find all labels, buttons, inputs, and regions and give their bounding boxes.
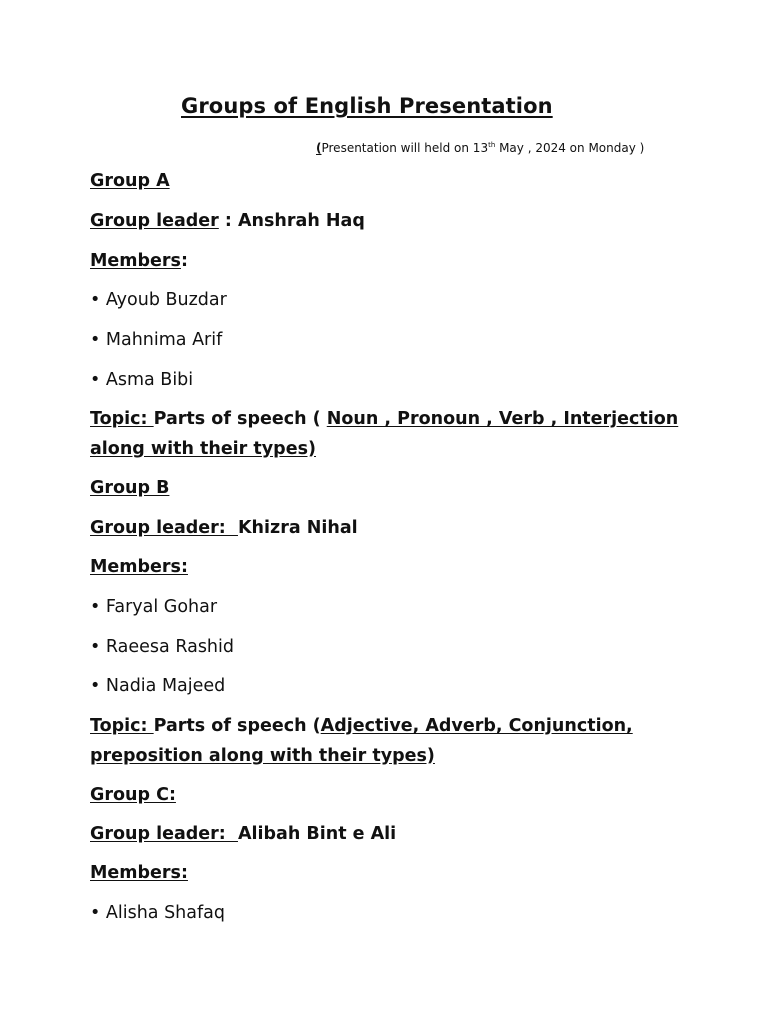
group-a-topic-prefix: Parts of speech ( xyxy=(153,409,327,429)
note-open-paren: ( xyxy=(316,141,322,155)
group-b-topic-label: Topic: xyxy=(90,716,154,736)
group-a-topic xyxy=(90,405,690,464)
group-b-leader xyxy=(90,518,358,538)
group-c-leader-label: Group leader: xyxy=(90,824,238,844)
group-a-member: • Ayoub Buzdar xyxy=(90,290,227,310)
note-superscript: th xyxy=(488,141,496,149)
group-b-members-label: Members: xyxy=(90,557,188,577)
group-b-topic-prefix: Parts of speech ( xyxy=(153,716,321,736)
note-text-before: Presentation will held on 13 xyxy=(321,141,489,155)
group-b-topic-items: Adjective, Adverb, Conjunction, preposition along with their types) xyxy=(90,716,633,766)
group-a-member: • Mahnima Arif xyxy=(90,330,223,350)
group-b-heading: Group B xyxy=(90,478,170,498)
presentation-date-note xyxy=(316,141,644,155)
group-c-leader-name: Alibah Bint e Ali xyxy=(237,824,397,844)
document-title: Groups of English Presentation xyxy=(181,94,553,118)
group-b-leader-name: Khizra Nihal xyxy=(237,518,358,538)
group-a-heading: Group A xyxy=(90,171,170,191)
group-c-members-label: Members: xyxy=(90,863,188,883)
group-a-members-label xyxy=(90,251,188,271)
group-b-member: • Nadia Majeed xyxy=(90,676,226,696)
group-a-members-label-text: Members xyxy=(90,251,181,271)
group-a-leader-label: Group leader xyxy=(90,211,219,231)
group-b-member: • Faryal Gohar xyxy=(90,597,218,617)
group-a-topic-items: Noun , Pronoun , Verb , Interjection along with their types) xyxy=(90,409,679,459)
group-b-member: • Raeesa Rashid xyxy=(90,637,234,657)
group-a-leader-name: Anshrah Haq xyxy=(238,211,365,231)
group-a-leader-sep: : xyxy=(218,211,238,231)
group-a-members-colon: : xyxy=(180,251,188,271)
group-a-topic-label: Topic: xyxy=(90,409,154,429)
group-b-topic xyxy=(90,712,690,771)
group-c-heading: Group C: xyxy=(90,785,176,805)
note-text-after: May , 2024 on Monday ) xyxy=(495,141,645,155)
group-c-member: • Alisha Shafaq xyxy=(90,903,225,923)
group-a-leader xyxy=(90,211,365,231)
group-a-member: • Asma Bibi xyxy=(90,370,194,390)
group-b-leader-label: Group leader: xyxy=(90,518,238,538)
group-c-leader xyxy=(90,824,396,844)
